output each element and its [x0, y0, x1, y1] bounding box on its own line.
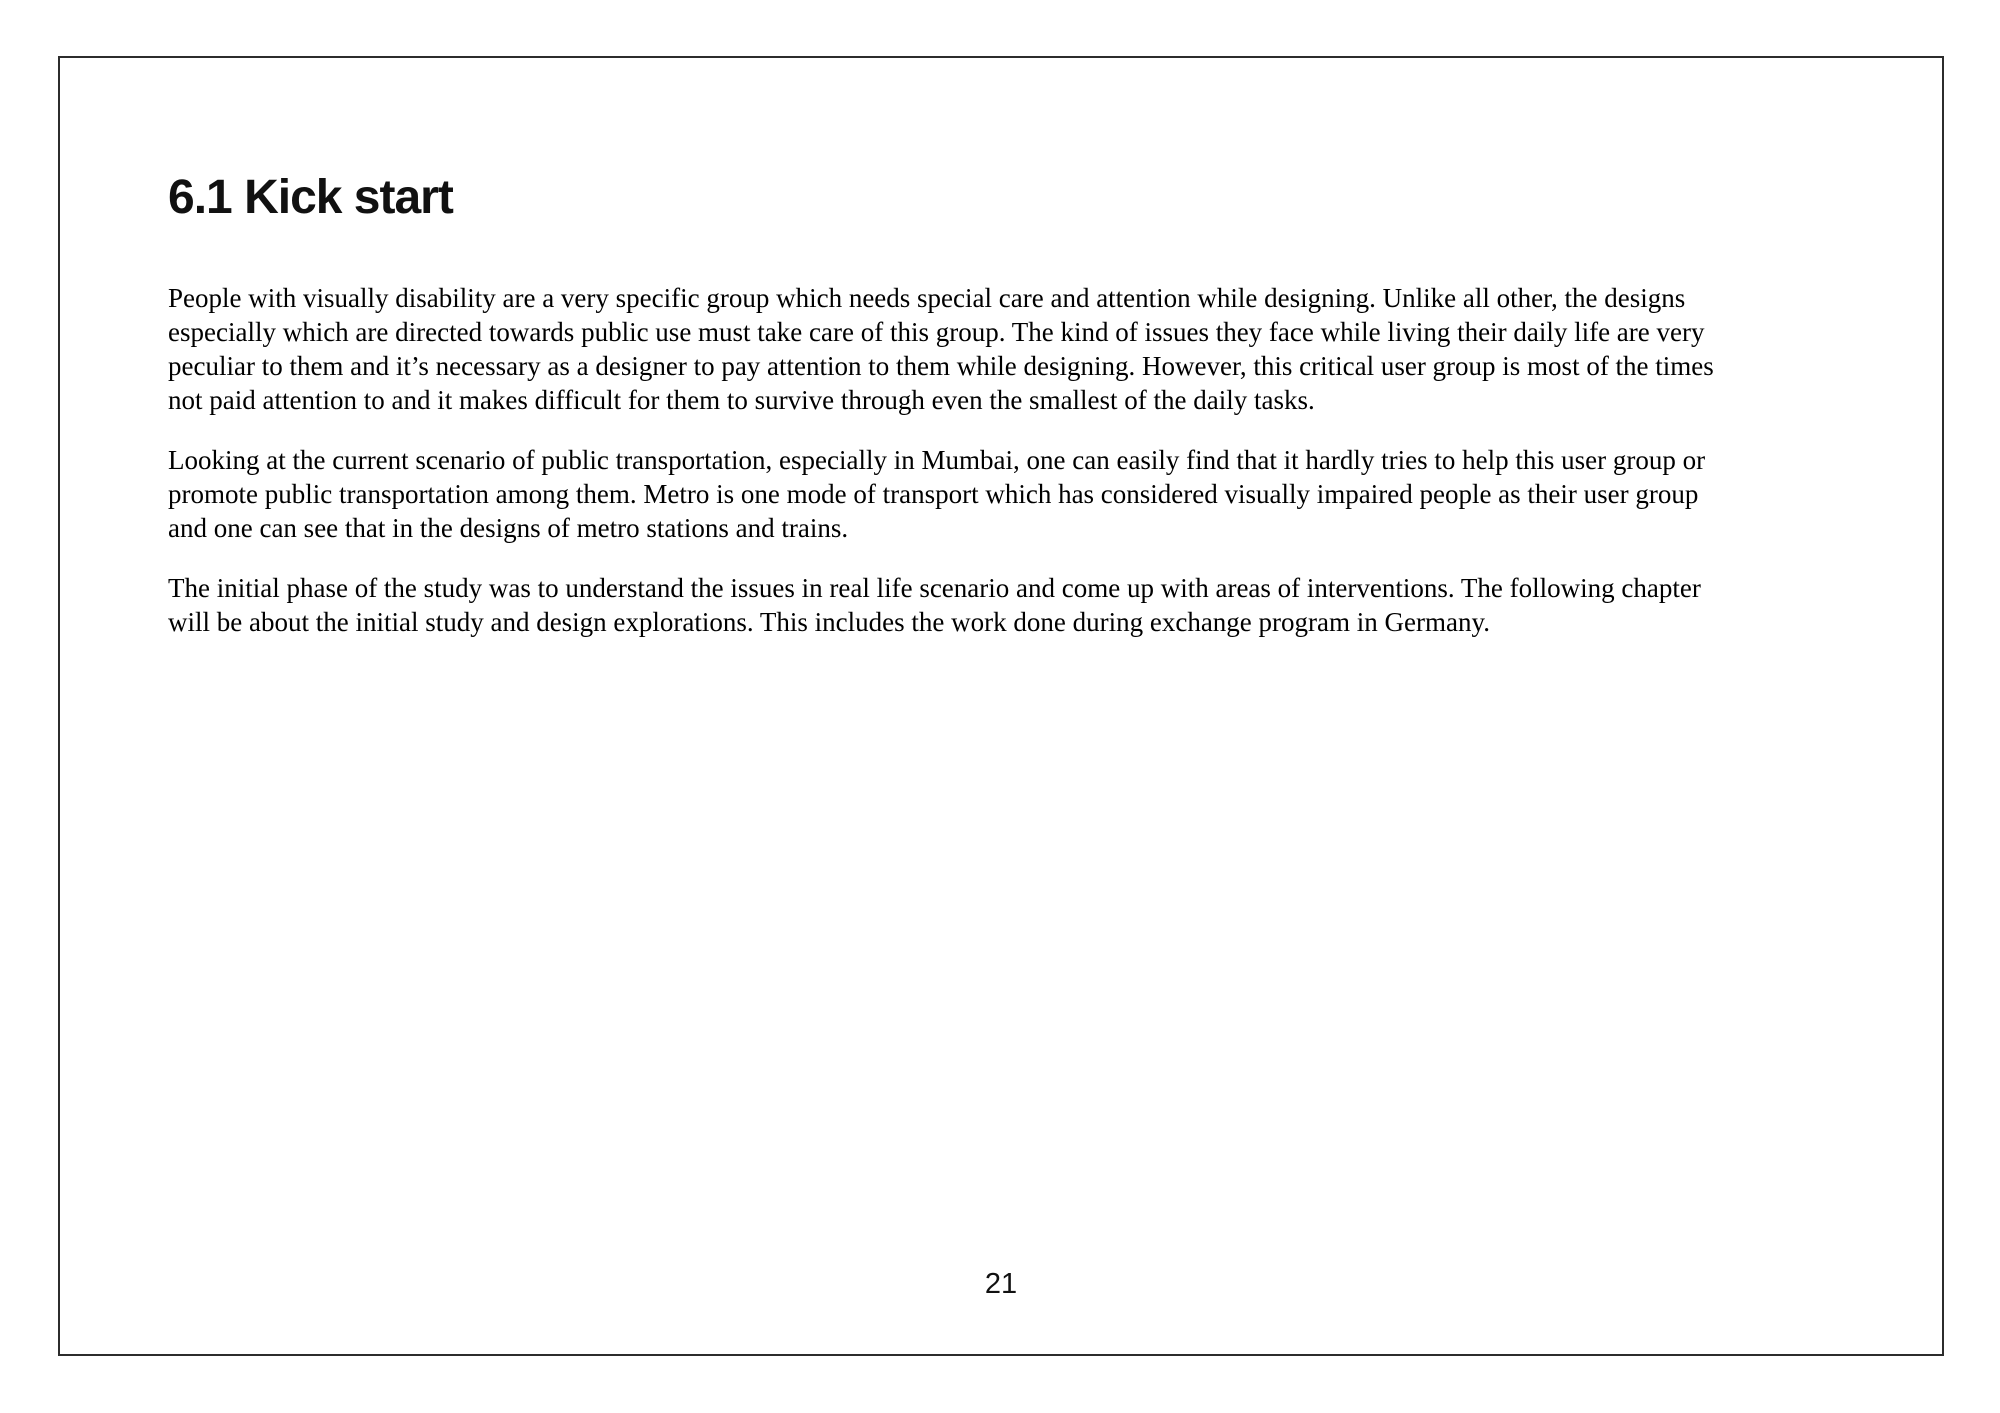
text-line: People with visually disability are a very specific group which needs special care and attention while designing. Unlike all other, the designs: [168, 283, 1686, 313]
text-line: especially which are directed towards public use must take care of this group. The kind of issues they face while living their daily life are very: [168, 317, 1705, 347]
text-line: Looking at the current scenario of public transportation, especially in Mumbai, one can easily find that it hardly tries to help this user group or: [168, 445, 1706, 475]
text-line: will be about the initial study and design explorations. This includes the work done during exchange program in Germany.: [168, 607, 1490, 637]
page-number: 21: [984, 1268, 1018, 1300]
text-line: not paid attention to and it makes difficult for them to survive through even the smallest of the daily tasks.: [168, 385, 1315, 415]
paragraph: [168, 443, 1868, 545]
section-heading: 6.1 Kick start: [168, 171, 453, 224]
text-line: and one can see that in the designs of metro stations and trains.: [168, 513, 849, 543]
body-text: [168, 281, 1868, 665]
document-page: [58, 56, 1944, 1356]
text-line: The initial phase of the study was to understand the issues in real life scenario and come up with areas of interventions. The following chapter: [168, 573, 1701, 603]
text-line: promote public transportation among them. Metro is one mode of transport which has considered visually impaired people as their user group: [168, 479, 1699, 509]
paragraph: [168, 571, 1868, 639]
paragraph: [168, 281, 1868, 417]
text-line: peculiar to them and it’s necessary as a designer to pay attention to them while designing. However, this critical user group is most of the times: [168, 351, 1714, 381]
